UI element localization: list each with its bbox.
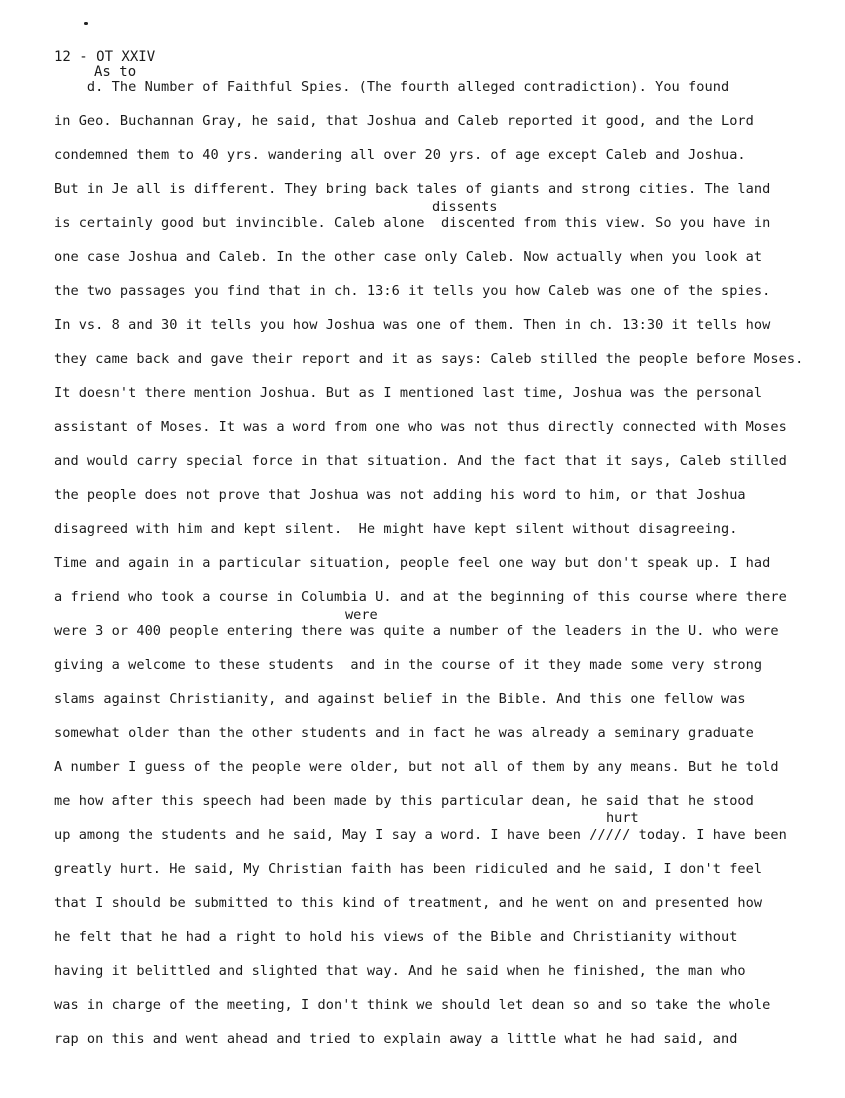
text-line: assistant of Moses. It was a word from one who was not thus directly connected with Moses (54, 419, 787, 435)
text-line: A number I guess of the people were older, but not all of them by any means. But he told (54, 759, 779, 775)
text-line: and would carry special force in that situation. And the fact that it says, Caleb stilled (54, 453, 787, 469)
page-reference: 12 - OT XXIV (54, 49, 156, 65)
text-line: me how after this speech had been made by this particular dean, he said that he stood (54, 793, 754, 809)
text-line: was in charge of the meeting, I don't think we should let dean so and so take the whole (54, 997, 771, 1013)
text-line: having it belittled and slighted that way. And he said when he finished, the man who (54, 963, 746, 979)
text-line: were 3 or 400 people entering there was quite a number of the leaders in the U. who were (54, 623, 779, 639)
text-line: In vs. 8 and 30 it tells you how Joshua was one of them. Then in ch. 13:30 it tells how (54, 317, 771, 333)
text-line: But in Je all is different. They bring back tales of giants and strong cities. The land (54, 181, 771, 197)
text-line: slams against Christianity, and against belief in the Bible. And this one fellow was (54, 691, 746, 707)
text-line: It doesn't there mention Joshua. But as I mentioned last time, Joshua was the personal (54, 385, 763, 401)
text-line: giving a welcome to these students and in the course of it they made some very strong (54, 657, 763, 673)
text-line: Time and again in a particular situation, people feel one way but don't speak up. I had (54, 555, 771, 571)
text-line: in Geo. Buchannan Gray, he said, that Joshua and Caleb reported it good, and the Lord (54, 113, 754, 129)
text-line: d. The Number of Faithful Spies. (The fourth alleged contradiction). You found (54, 79, 730, 95)
stray-ink-mark (84, 22, 88, 25)
text-line: that I should be submitted to this kind of treatment, and he went on and presented how (54, 895, 763, 911)
text-line: disagreed with him and kept silent. He might have kept silent without disagreeing. (54, 521, 738, 537)
text-line: somewhat older than the other students and in fact he was already a seminary graduate (54, 725, 754, 741)
text-line: greatly hurt. He said, My Christian faith has been ridiculed and he said, I don't feel (54, 861, 763, 877)
text-line: the people does not prove that Joshua was not adding his word to him, or that Joshua (54, 487, 746, 503)
text-line: a friend who took a course in Columbia U. and at the beginning of this course where there (54, 589, 787, 605)
text-line: condemned them to 40 yrs. wandering all over 20 yrs. of age except Caleb and Joshua. (54, 147, 746, 163)
interlinear-insert-were: were (345, 607, 378, 623)
text-line: the two passages you find that in ch. 13:6 it tells you how Caleb was one of the spies. (54, 283, 771, 299)
text-line: rap on this and went ahead and tried to explain away a little what he had said, and (54, 1031, 738, 1047)
text-line: they came back and gave their report and it as says: Caleb stilled the people before Moses. (54, 351, 804, 367)
text-line: one case Joshua and Caleb. In the other case only Caleb. Now actually when you look at (54, 249, 763, 265)
text-line: up among the students and he said, May I say a word. I have been ///// today. I have been (54, 827, 787, 843)
sub-reference: As to (94, 64, 137, 80)
text-line: is certainly good but invincible. Caleb alone discented from this view. So you have in (54, 215, 771, 231)
interlinear-insert-dissents: dissents (432, 199, 498, 215)
text-line: he felt that he had a right to hold his views of the Bible and Christianity without (54, 929, 738, 945)
interlinear-insert-hurt: hurt (606, 810, 639, 826)
